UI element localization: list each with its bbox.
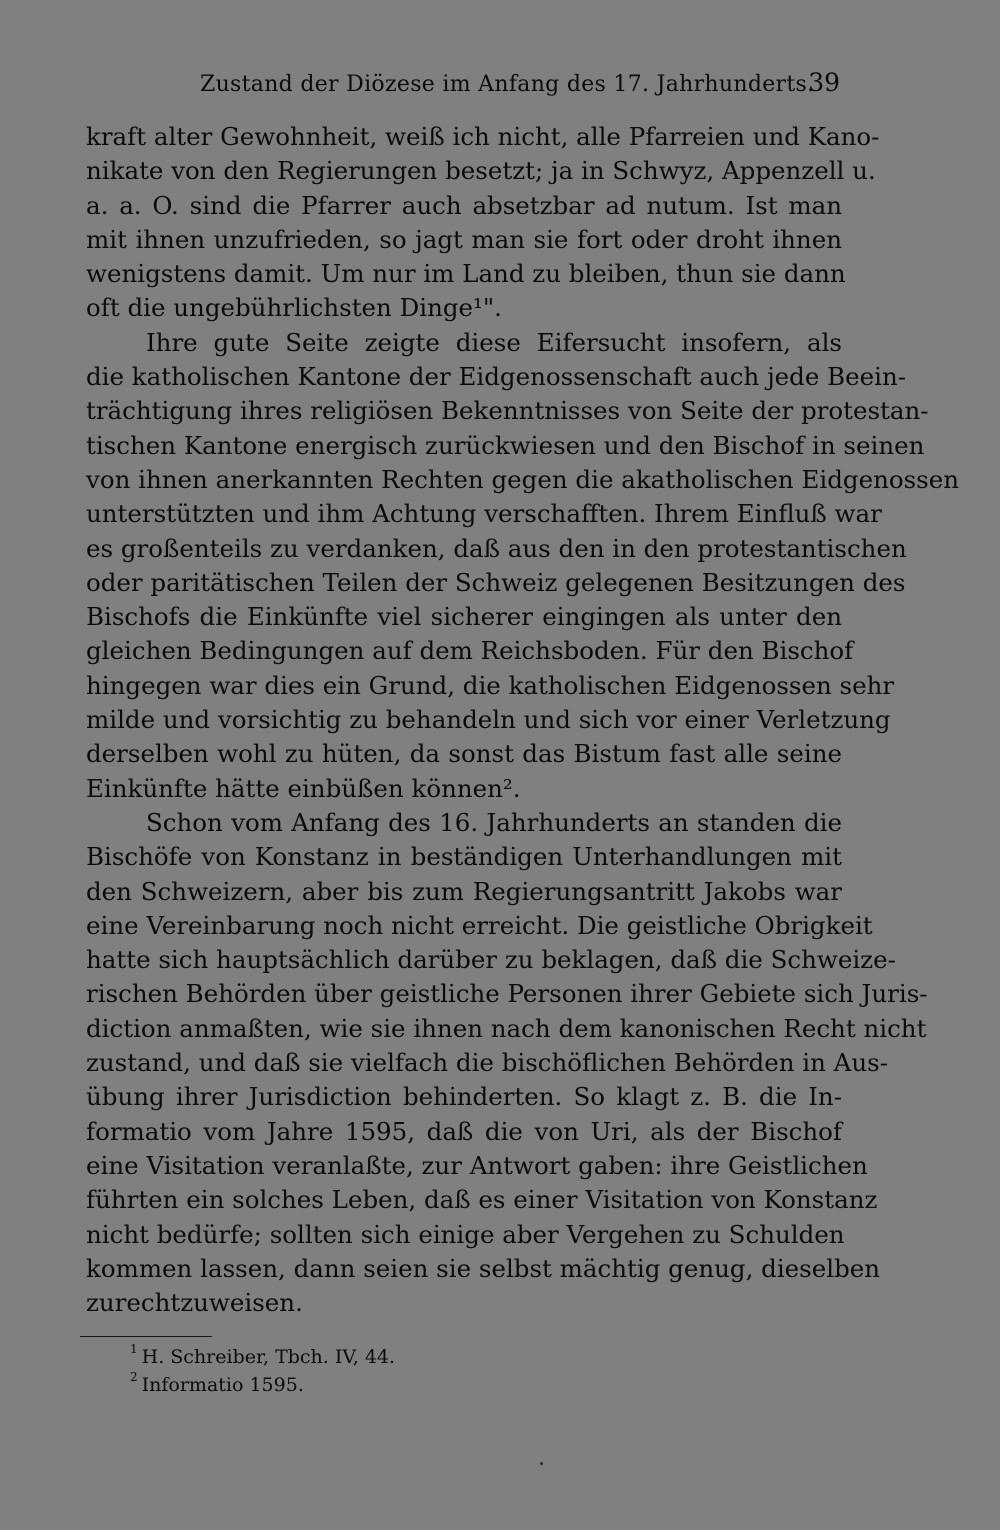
text-line: rischen Behörden über geistliche Personen ihrer Gebiete sich Juris- xyxy=(86,979,928,1009)
text-line: zurechtzuweisen. xyxy=(86,1288,303,1318)
text-line: milde und vorsichtig zu behandeln und sich vor einer Verletzung xyxy=(86,705,891,735)
text-line: gleichen Bedingungen auf dem Reichsboden. Für den Bischof xyxy=(86,636,854,666)
page-header xyxy=(200,68,840,108)
text-line: mit ihnen unzufrieden, so jagt man sie fort oder droht ihnen xyxy=(86,224,842,254)
text-line: hatte sich hauptsächlich darüber zu beklagen, daß die Schweize- xyxy=(86,945,896,975)
text-line: nicht bedürfe; sollten sich einige aber Vergehen zu Schulden xyxy=(86,1219,845,1249)
text-line: nikate von den Regierungen besetzt; ja in Schwyz, Appenzell u. xyxy=(86,156,876,186)
text-line: Bischofs die Einkünfte viel sicherer eingingen als unter den xyxy=(86,602,842,632)
text-line: diction anmaßten, wie sie ihnen nach dem kanonischen Recht nicht xyxy=(86,1013,927,1043)
text-line: Bischöfe von Konstanz in beständigen Unterhandlungen mit xyxy=(86,842,842,872)
text-line: formatio vom Jahre 1595, daß die von Uri, als der Bischof xyxy=(86,1116,842,1146)
text-line: Schon vom Anfang des 16. Jahrhunderts an standen die xyxy=(146,807,842,837)
text-line: führten ein solches Leben, daß es einer Visitation von Konstanz xyxy=(86,1185,878,1215)
text-line: unterstützten und ihm Achtung verschafften. Ihrem Einfluß war xyxy=(86,499,882,529)
text-line: Ihre gute Seite zeigte diese Eifersucht insofern, als xyxy=(146,327,842,357)
text-line: zustand, und daß sie vielfach die bischöflichen Behörden in Aus- xyxy=(86,1048,889,1078)
text-line: oft die ungebührlichsten Dinge¹". xyxy=(86,293,502,323)
text-line: die katholischen Kantone der Eidgenossenschaft auch jede Beein- xyxy=(86,362,907,392)
text-line: hingegen war dies ein Grund, die katholischen Eidgenossen sehr xyxy=(86,670,895,700)
body-text xyxy=(86,120,960,1320)
footnote xyxy=(130,1371,830,1399)
footnote-divider xyxy=(80,1336,212,1337)
footnote-text: H. Schreiber, Tbch. IV, 44. xyxy=(141,1346,396,1368)
text-line: kommen lassen, dann seien sie selbst mächtig genug, dieselben xyxy=(86,1253,881,1283)
footnote xyxy=(130,1343,830,1371)
text-line: übung ihrer Jurisdiction behinderten. So klagt z. B. die In- xyxy=(86,1082,842,1112)
text-line: den Schweizern, aber bis zum Regierungsantritt Jakobs war xyxy=(86,876,842,906)
text-line: oder paritätischen Teilen der Schweiz gelegenen Besitzungen des xyxy=(86,567,906,597)
text-line: kraft alter Gewohnheit, weiß ich nicht, alle Pfarreien und Kano- xyxy=(86,122,880,151)
footnotes xyxy=(130,1343,830,1399)
footnote-marker: 1 xyxy=(130,1342,138,1356)
text-line: von ihnen anerkannten Rechten gegen die akatholischen Eidgenossen xyxy=(86,464,960,494)
footnote-marker: 2 xyxy=(130,1370,138,1384)
text-line: a. a. O. sind die Pfarrer auch absetzbar ad nutum. Ist man xyxy=(86,190,842,220)
running-head: Zustand der Diözese im Anfang des 17. Jahrhunderts. xyxy=(200,72,815,97)
page-number: 39 xyxy=(808,68,840,97)
footnote-text: Informatio 1595. xyxy=(141,1374,304,1396)
text-line: wenigstens damit. Um nur im Land zu bleiben, thun sie dann xyxy=(86,259,846,289)
text-line: trächtigung ihres religiösen Bekenntnisses von Seite der protestan- xyxy=(86,396,929,426)
text-line: tischen Kantone energisch zurückwiesen und den Bischof in seinen xyxy=(86,430,925,460)
text-line: derselben wohl zu hüten, da sonst das Bistum fast alle seine xyxy=(86,739,842,769)
text-line: es großenteils zu verdanken, daß aus den in den protestantischen xyxy=(86,533,907,563)
text-line: Einkünfte hätte einbüßen können². xyxy=(86,773,521,803)
text-line: eine Visitation veranlaßte, zur Antwort gaben: ihre Geistlichen xyxy=(86,1150,868,1180)
text-line: eine Vereinbarung noch nicht erreicht. Die geistliche Obrigkeit xyxy=(86,910,873,940)
paper-speck xyxy=(540,1462,543,1465)
